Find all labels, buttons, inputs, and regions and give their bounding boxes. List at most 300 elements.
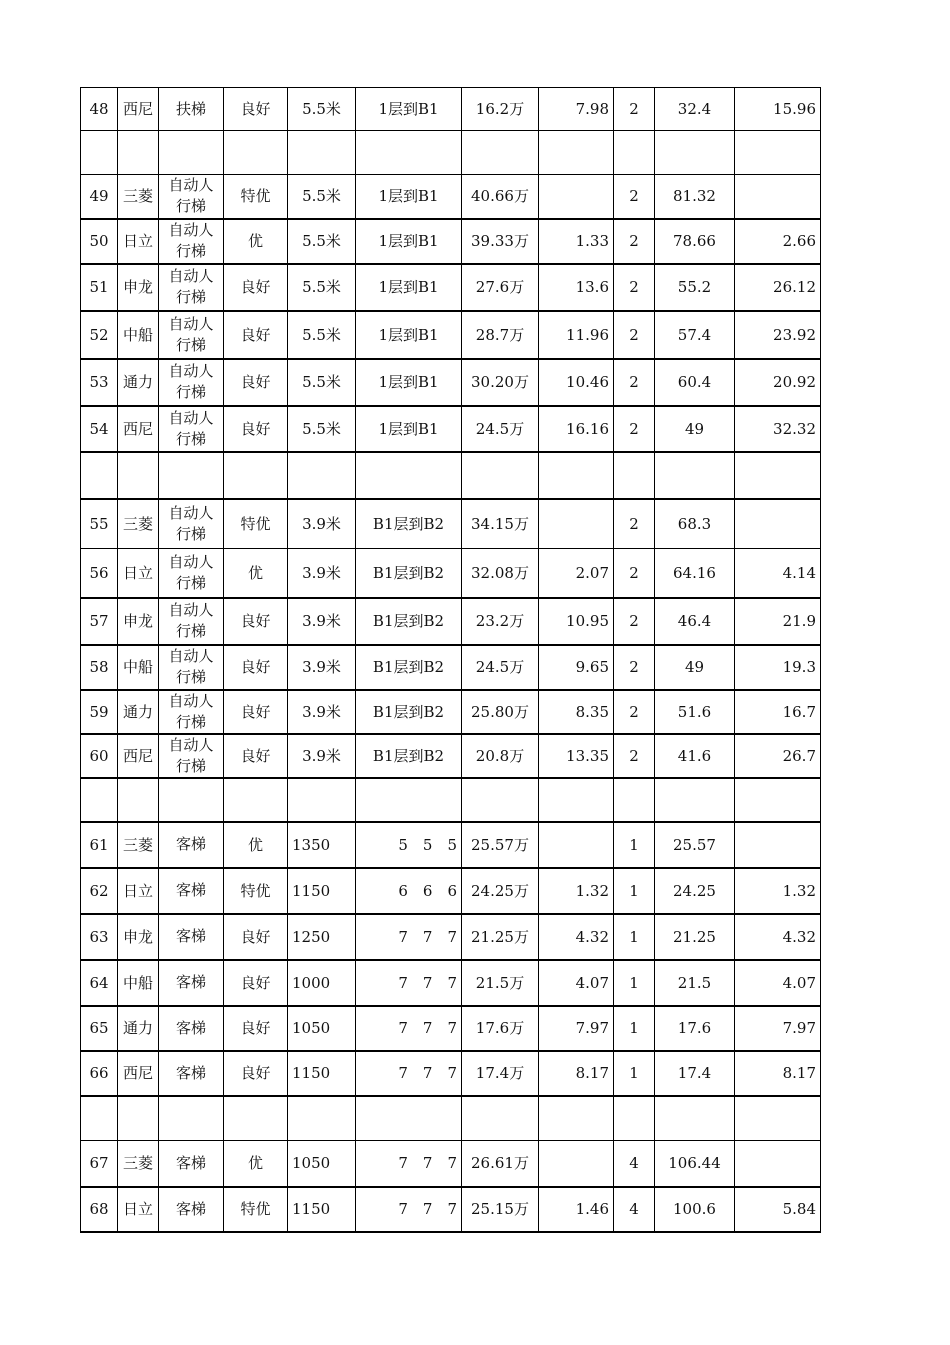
cell-elevator-type	[159, 131, 224, 175]
cell-row-number: 55	[81, 499, 118, 549]
cell-grade: 良好	[224, 1051, 288, 1096]
cell-unit-price: 32.08万	[462, 549, 539, 598]
cell-floors: 1层到B1	[356, 406, 462, 452]
cell-brand: 西尼	[118, 406, 159, 452]
cell-quantity: 1	[614, 960, 655, 1006]
cell-total: 21.5	[655, 960, 735, 1006]
cell-spec: 1150	[288, 868, 356, 914]
cell-total-diff	[735, 175, 821, 219]
cell-unit-price: 20.8万	[462, 734, 539, 778]
cell-price-diff: 1.32	[539, 868, 614, 914]
cell-price-diff	[539, 452, 614, 499]
cell-total: 49	[655, 406, 735, 452]
cell-quantity: 1	[614, 1051, 655, 1096]
cell-total: 81.32	[655, 175, 735, 219]
cell-spec: 1050	[288, 1006, 356, 1051]
cell-price-diff: 1.33	[539, 219, 614, 264]
cell-grade	[224, 778, 288, 822]
cell-quantity: 4	[614, 1187, 655, 1232]
cell-row-number: 65	[81, 1006, 118, 1051]
cell-unit-price: 24.25万	[462, 868, 539, 914]
cell-unit-price: 28.7万	[462, 311, 539, 359]
cell-grade	[224, 452, 288, 499]
table-row	[81, 88, 821, 131]
cell-total-diff: 5.84	[735, 1187, 821, 1232]
cell-total: 78.66	[655, 219, 735, 264]
cell-price-diff	[539, 1096, 614, 1141]
cell-floors: 1层到B1	[356, 359, 462, 406]
cell-total: 41.6	[655, 734, 735, 778]
cell-brand: 通力	[118, 1006, 159, 1051]
cell-elevator-type: 自动人行梯	[159, 598, 224, 645]
cell-total-diff: 1.32	[735, 868, 821, 914]
cell-unit-price: 30.20万	[462, 359, 539, 406]
cell-total: 24.25	[655, 868, 735, 914]
cell-total: 64.16	[655, 549, 735, 598]
cell-price-diff: 7.98	[539, 88, 614, 131]
cell-total: 60.4	[655, 359, 735, 406]
cell-row-number	[81, 131, 118, 175]
cell-price-diff: 1.46	[539, 1187, 614, 1232]
cell-elevator-type: 自动人行梯	[159, 359, 224, 406]
elevator-quote-table	[80, 87, 821, 1233]
table-row	[81, 1187, 821, 1232]
cell-spec: 3.9米	[288, 499, 356, 549]
cell-quantity: 2	[614, 598, 655, 645]
table-row	[81, 1051, 821, 1096]
cell-quantity	[614, 131, 655, 175]
cell-brand: 日立	[118, 549, 159, 598]
cell-grade: 优	[224, 822, 288, 868]
cell-grade: 良好	[224, 645, 288, 690]
cell-grade: 良好	[224, 406, 288, 452]
cell-unit-price: 40.66万	[462, 175, 539, 219]
cell-floors: 1层到B1	[356, 88, 462, 131]
cell-price-diff: 2.07	[539, 549, 614, 598]
cell-quantity: 2	[614, 311, 655, 359]
cell-row-number: 62	[81, 868, 118, 914]
table-row	[81, 1141, 821, 1187]
cell-unit-price: 26.61万	[462, 1141, 539, 1187]
cell-spec	[288, 778, 356, 822]
cell-unit-price: 17.4万	[462, 1051, 539, 1096]
cell-row-number: 64	[81, 960, 118, 1006]
cell-total: 25.57	[655, 822, 735, 868]
cell-unit-price: 17.6万	[462, 1006, 539, 1051]
cell-total-diff: 26.7	[735, 734, 821, 778]
cell-grade	[224, 131, 288, 175]
blank-row	[81, 131, 821, 175]
cell-quantity: 4	[614, 1141, 655, 1187]
cell-brand: 通力	[118, 359, 159, 406]
cell-brand: 三菱	[118, 175, 159, 219]
cell-row-number: 66	[81, 1051, 118, 1096]
table-row	[81, 868, 821, 914]
cell-brand: 日立	[118, 868, 159, 914]
cell-total	[655, 778, 735, 822]
table-row	[81, 734, 821, 778]
cell-total: 21.25	[655, 914, 735, 960]
cell-total	[655, 1096, 735, 1141]
cell-total-diff: 23.92	[735, 311, 821, 359]
cell-price-diff: 16.16	[539, 406, 614, 452]
cell-floors: 7 7 7	[356, 1141, 462, 1187]
table-row	[81, 264, 821, 311]
table-row	[81, 914, 821, 960]
cell-row-number: 57	[81, 598, 118, 645]
cell-row-number: 68	[81, 1187, 118, 1232]
cell-price-diff: 10.95	[539, 598, 614, 645]
cell-unit-price: 23.2万	[462, 598, 539, 645]
cell-grade: 良好	[224, 1006, 288, 1051]
cell-row-number: 56	[81, 549, 118, 598]
cell-elevator-type: 自动人行梯	[159, 219, 224, 264]
cell-grade: 良好	[224, 359, 288, 406]
cell-spec: 1250	[288, 914, 356, 960]
cell-spec: 3.9米	[288, 645, 356, 690]
cell-spec: 5.5米	[288, 406, 356, 452]
cell-elevator-type: 自动人行梯	[159, 549, 224, 598]
cell-total-diff: 20.92	[735, 359, 821, 406]
cell-total	[655, 452, 735, 499]
cell-row-number: 53	[81, 359, 118, 406]
cell-grade: 特优	[224, 499, 288, 549]
cell-spec: 1000	[288, 960, 356, 1006]
cell-spec: 5.5米	[288, 311, 356, 359]
cell-row-number	[81, 778, 118, 822]
cell-brand	[118, 131, 159, 175]
cell-price-diff: 11.96	[539, 311, 614, 359]
cell-spec: 3.9米	[288, 598, 356, 645]
cell-grade: 良好	[224, 690, 288, 734]
cell-unit-price: 16.2万	[462, 88, 539, 131]
cell-quantity: 2	[614, 219, 655, 264]
cell-quantity: 2	[614, 359, 655, 406]
table-row	[81, 359, 821, 406]
cell-spec: 5.5米	[288, 359, 356, 406]
cell-total: 49	[655, 645, 735, 690]
cell-row-number: 60	[81, 734, 118, 778]
cell-unit-price: 21.5万	[462, 960, 539, 1006]
cell-total-diff: 21.9	[735, 598, 821, 645]
cell-total-diff	[735, 1141, 821, 1187]
cell-floors: 7 7 7	[356, 1006, 462, 1051]
cell-quantity: 2	[614, 175, 655, 219]
cell-total: 17.6	[655, 1006, 735, 1051]
cell-unit-price: 25.15万	[462, 1187, 539, 1232]
cell-total-diff: 4.07	[735, 960, 821, 1006]
cell-total: 68.3	[655, 499, 735, 549]
cell-total: 106.44	[655, 1141, 735, 1187]
cell-row-number: 54	[81, 406, 118, 452]
cell-grade: 良好	[224, 264, 288, 311]
cell-total: 32.4	[655, 88, 735, 131]
cell-quantity	[614, 1096, 655, 1141]
cell-brand: 三菱	[118, 822, 159, 868]
table-row	[81, 549, 821, 598]
cell-total-diff: 19.3	[735, 645, 821, 690]
cell-row-number: 48	[81, 88, 118, 131]
cell-total: 55.2	[655, 264, 735, 311]
table-body	[81, 88, 821, 1232]
cell-unit-price: 39.33万	[462, 219, 539, 264]
cell-floors: 7 7 7	[356, 960, 462, 1006]
cell-total	[655, 131, 735, 175]
cell-price-diff: 8.35	[539, 690, 614, 734]
cell-unit-price: 24.5万	[462, 406, 539, 452]
cell-quantity: 2	[614, 734, 655, 778]
cell-grade: 良好	[224, 598, 288, 645]
cell-unit-price	[462, 778, 539, 822]
cell-total-diff: 8.17	[735, 1051, 821, 1096]
cell-elevator-type: 客梯	[159, 1051, 224, 1096]
cell-elevator-type: 自动人行梯	[159, 406, 224, 452]
cell-total-diff: 7.97	[735, 1006, 821, 1051]
cell-elevator-type	[159, 1096, 224, 1141]
cell-floors: B1层到B2	[356, 499, 462, 549]
cell-row-number: 63	[81, 914, 118, 960]
cell-total-diff	[735, 822, 821, 868]
cell-row-number: 58	[81, 645, 118, 690]
cell-total-diff	[735, 131, 821, 175]
cell-brand	[118, 1096, 159, 1141]
cell-row-number: 49	[81, 175, 118, 219]
cell-unit-price: 34.15万	[462, 499, 539, 549]
table-row	[81, 175, 821, 219]
cell-brand	[118, 452, 159, 499]
cell-row-number: 67	[81, 1141, 118, 1187]
table-row	[81, 406, 821, 452]
cell-unit-price: 27.6万	[462, 264, 539, 311]
cell-brand: 中船	[118, 311, 159, 359]
cell-quantity: 2	[614, 406, 655, 452]
cell-quantity: 1	[614, 822, 655, 868]
cell-spec: 1350	[288, 822, 356, 868]
cell-price-diff: 10.46	[539, 359, 614, 406]
cell-total-diff: 4.14	[735, 549, 821, 598]
cell-grade: 良好	[224, 914, 288, 960]
cell-total: 17.4	[655, 1051, 735, 1096]
cell-row-number: 51	[81, 264, 118, 311]
cell-total: 51.6	[655, 690, 735, 734]
cell-brand: 三菱	[118, 499, 159, 549]
cell-floors: 7 7 7	[356, 914, 462, 960]
cell-brand: 申龙	[118, 914, 159, 960]
cell-spec: 5.5米	[288, 264, 356, 311]
table-row	[81, 822, 821, 868]
cell-price-diff: 4.07	[539, 960, 614, 1006]
cell-quantity: 2	[614, 88, 655, 131]
cell-unit-price: 21.25万	[462, 914, 539, 960]
cell-floors: 1层到B1	[356, 311, 462, 359]
cell-price-diff	[539, 499, 614, 549]
cell-elevator-type: 客梯	[159, 868, 224, 914]
cell-floors: B1层到B2	[356, 690, 462, 734]
cell-elevator-type: 客梯	[159, 914, 224, 960]
cell-brand: 中船	[118, 645, 159, 690]
cell-row-number	[81, 452, 118, 499]
cell-price-diff: 4.32	[539, 914, 614, 960]
cell-price-diff	[539, 1141, 614, 1187]
cell-spec: 3.9米	[288, 734, 356, 778]
cell-quantity	[614, 452, 655, 499]
cell-spec: 1050	[288, 1141, 356, 1187]
table-row	[81, 690, 821, 734]
cell-total-diff	[735, 452, 821, 499]
cell-elevator-type: 自动人行梯	[159, 645, 224, 690]
cell-grade: 良好	[224, 960, 288, 1006]
cell-price-diff: 13.6	[539, 264, 614, 311]
cell-quantity: 1	[614, 868, 655, 914]
cell-row-number: 52	[81, 311, 118, 359]
cell-unit-price	[462, 131, 539, 175]
cell-unit-price: 24.5万	[462, 645, 539, 690]
cell-total: 100.6	[655, 1187, 735, 1232]
cell-quantity: 2	[614, 499, 655, 549]
cell-floors	[356, 1096, 462, 1141]
cell-quantity: 2	[614, 264, 655, 311]
cell-price-diff: 7.97	[539, 1006, 614, 1051]
cell-elevator-type: 客梯	[159, 1141, 224, 1187]
cell-spec: 3.9米	[288, 690, 356, 734]
cell-row-number: 50	[81, 219, 118, 264]
cell-spec	[288, 452, 356, 499]
cell-unit-price: 25.57万	[462, 822, 539, 868]
cell-brand: 通力	[118, 690, 159, 734]
cell-elevator-type: 自动人行梯	[159, 264, 224, 311]
cell-spec: 5.5米	[288, 175, 356, 219]
cell-floors	[356, 131, 462, 175]
cell-row-number: 59	[81, 690, 118, 734]
cell-floors: 1层到B1	[356, 264, 462, 311]
cell-grade: 良好	[224, 734, 288, 778]
cell-unit-price	[462, 452, 539, 499]
cell-floors: 7 7 7	[356, 1051, 462, 1096]
cell-brand: 申龙	[118, 598, 159, 645]
cell-floors: B1层到B2	[356, 645, 462, 690]
table-row	[81, 311, 821, 359]
cell-grade: 优	[224, 549, 288, 598]
cell-quantity: 2	[614, 690, 655, 734]
cell-brand: 中船	[118, 960, 159, 1006]
cell-elevator-type	[159, 452, 224, 499]
cell-grade: 优	[224, 219, 288, 264]
cell-total-diff	[735, 1096, 821, 1141]
table-row	[81, 960, 821, 1006]
cell-unit-price: 25.80万	[462, 690, 539, 734]
cell-brand: 西尼	[118, 88, 159, 131]
cell-elevator-type: 客梯	[159, 1187, 224, 1232]
cell-spec: 5.5米	[288, 219, 356, 264]
cell-elevator-type: 扶梯	[159, 88, 224, 131]
cell-total-diff: 15.96	[735, 88, 821, 131]
cell-quantity	[614, 778, 655, 822]
cell-price-diff	[539, 131, 614, 175]
cell-quantity: 2	[614, 549, 655, 598]
table-row	[81, 499, 821, 549]
blank-row	[81, 778, 821, 822]
cell-floors: 6 6 6	[356, 868, 462, 914]
cell-elevator-type: 自动人行梯	[159, 311, 224, 359]
cell-floors: 1层到B1	[356, 175, 462, 219]
cell-price-diff	[539, 175, 614, 219]
cell-elevator-type: 自动人行梯	[159, 175, 224, 219]
cell-floors: 5 5 5	[356, 822, 462, 868]
cell-price-diff	[539, 778, 614, 822]
cell-grade: 特优	[224, 868, 288, 914]
cell-price-diff	[539, 822, 614, 868]
cell-row-number: 61	[81, 822, 118, 868]
blank-row	[81, 452, 821, 499]
blank-row	[81, 1096, 821, 1141]
cell-total-diff: 32.32	[735, 406, 821, 452]
cell-brand: 三菱	[118, 1141, 159, 1187]
cell-quantity: 1	[614, 914, 655, 960]
cell-grade: 良好	[224, 88, 288, 131]
cell-quantity: 1	[614, 1006, 655, 1051]
cell-spec: 1150	[288, 1187, 356, 1232]
cell-elevator-type: 自动人行梯	[159, 734, 224, 778]
cell-unit-price	[462, 1096, 539, 1141]
cell-total-diff: 4.32	[735, 914, 821, 960]
cell-grade	[224, 1096, 288, 1141]
cell-floors: B1层到B2	[356, 734, 462, 778]
cell-elevator-type	[159, 778, 224, 822]
cell-brand: 西尼	[118, 734, 159, 778]
cell-floors	[356, 778, 462, 822]
cell-total: 57.4	[655, 311, 735, 359]
cell-spec: 5.5米	[288, 88, 356, 131]
cell-grade: 特优	[224, 175, 288, 219]
cell-floors: B1层到B2	[356, 549, 462, 598]
cell-elevator-type: 自动人行梯	[159, 690, 224, 734]
cell-grade: 特优	[224, 1187, 288, 1232]
cell-elevator-type: 自动人行梯	[159, 499, 224, 549]
table-row	[81, 598, 821, 645]
cell-price-diff: 13.35	[539, 734, 614, 778]
cell-quantity: 2	[614, 645, 655, 690]
cell-elevator-type: 客梯	[159, 960, 224, 1006]
cell-brand: 日立	[118, 219, 159, 264]
cell-total-diff: 26.12	[735, 264, 821, 311]
cell-brand: 西尼	[118, 1051, 159, 1096]
cell-spec: 1150	[288, 1051, 356, 1096]
cell-row-number	[81, 1096, 118, 1141]
table-row	[81, 219, 821, 264]
cell-spec	[288, 1096, 356, 1141]
table-row	[81, 1006, 821, 1051]
cell-elevator-type: 客梯	[159, 822, 224, 868]
cell-grade: 良好	[224, 311, 288, 359]
cell-price-diff: 9.65	[539, 645, 614, 690]
cell-total-diff	[735, 778, 821, 822]
cell-price-diff: 8.17	[539, 1051, 614, 1096]
cell-grade: 优	[224, 1141, 288, 1187]
cell-brand	[118, 778, 159, 822]
cell-total-diff: 16.7	[735, 690, 821, 734]
cell-brand: 日立	[118, 1187, 159, 1232]
table-row	[81, 645, 821, 690]
cell-total-diff	[735, 499, 821, 549]
cell-spec: 3.9米	[288, 549, 356, 598]
cell-floors: 7 7 7	[356, 1187, 462, 1232]
cell-elevator-type: 客梯	[159, 1006, 224, 1051]
cell-spec	[288, 131, 356, 175]
cell-floors: B1层到B2	[356, 598, 462, 645]
cell-total-diff: 2.66	[735, 219, 821, 264]
cell-floors	[356, 452, 462, 499]
cell-brand: 申龙	[118, 264, 159, 311]
